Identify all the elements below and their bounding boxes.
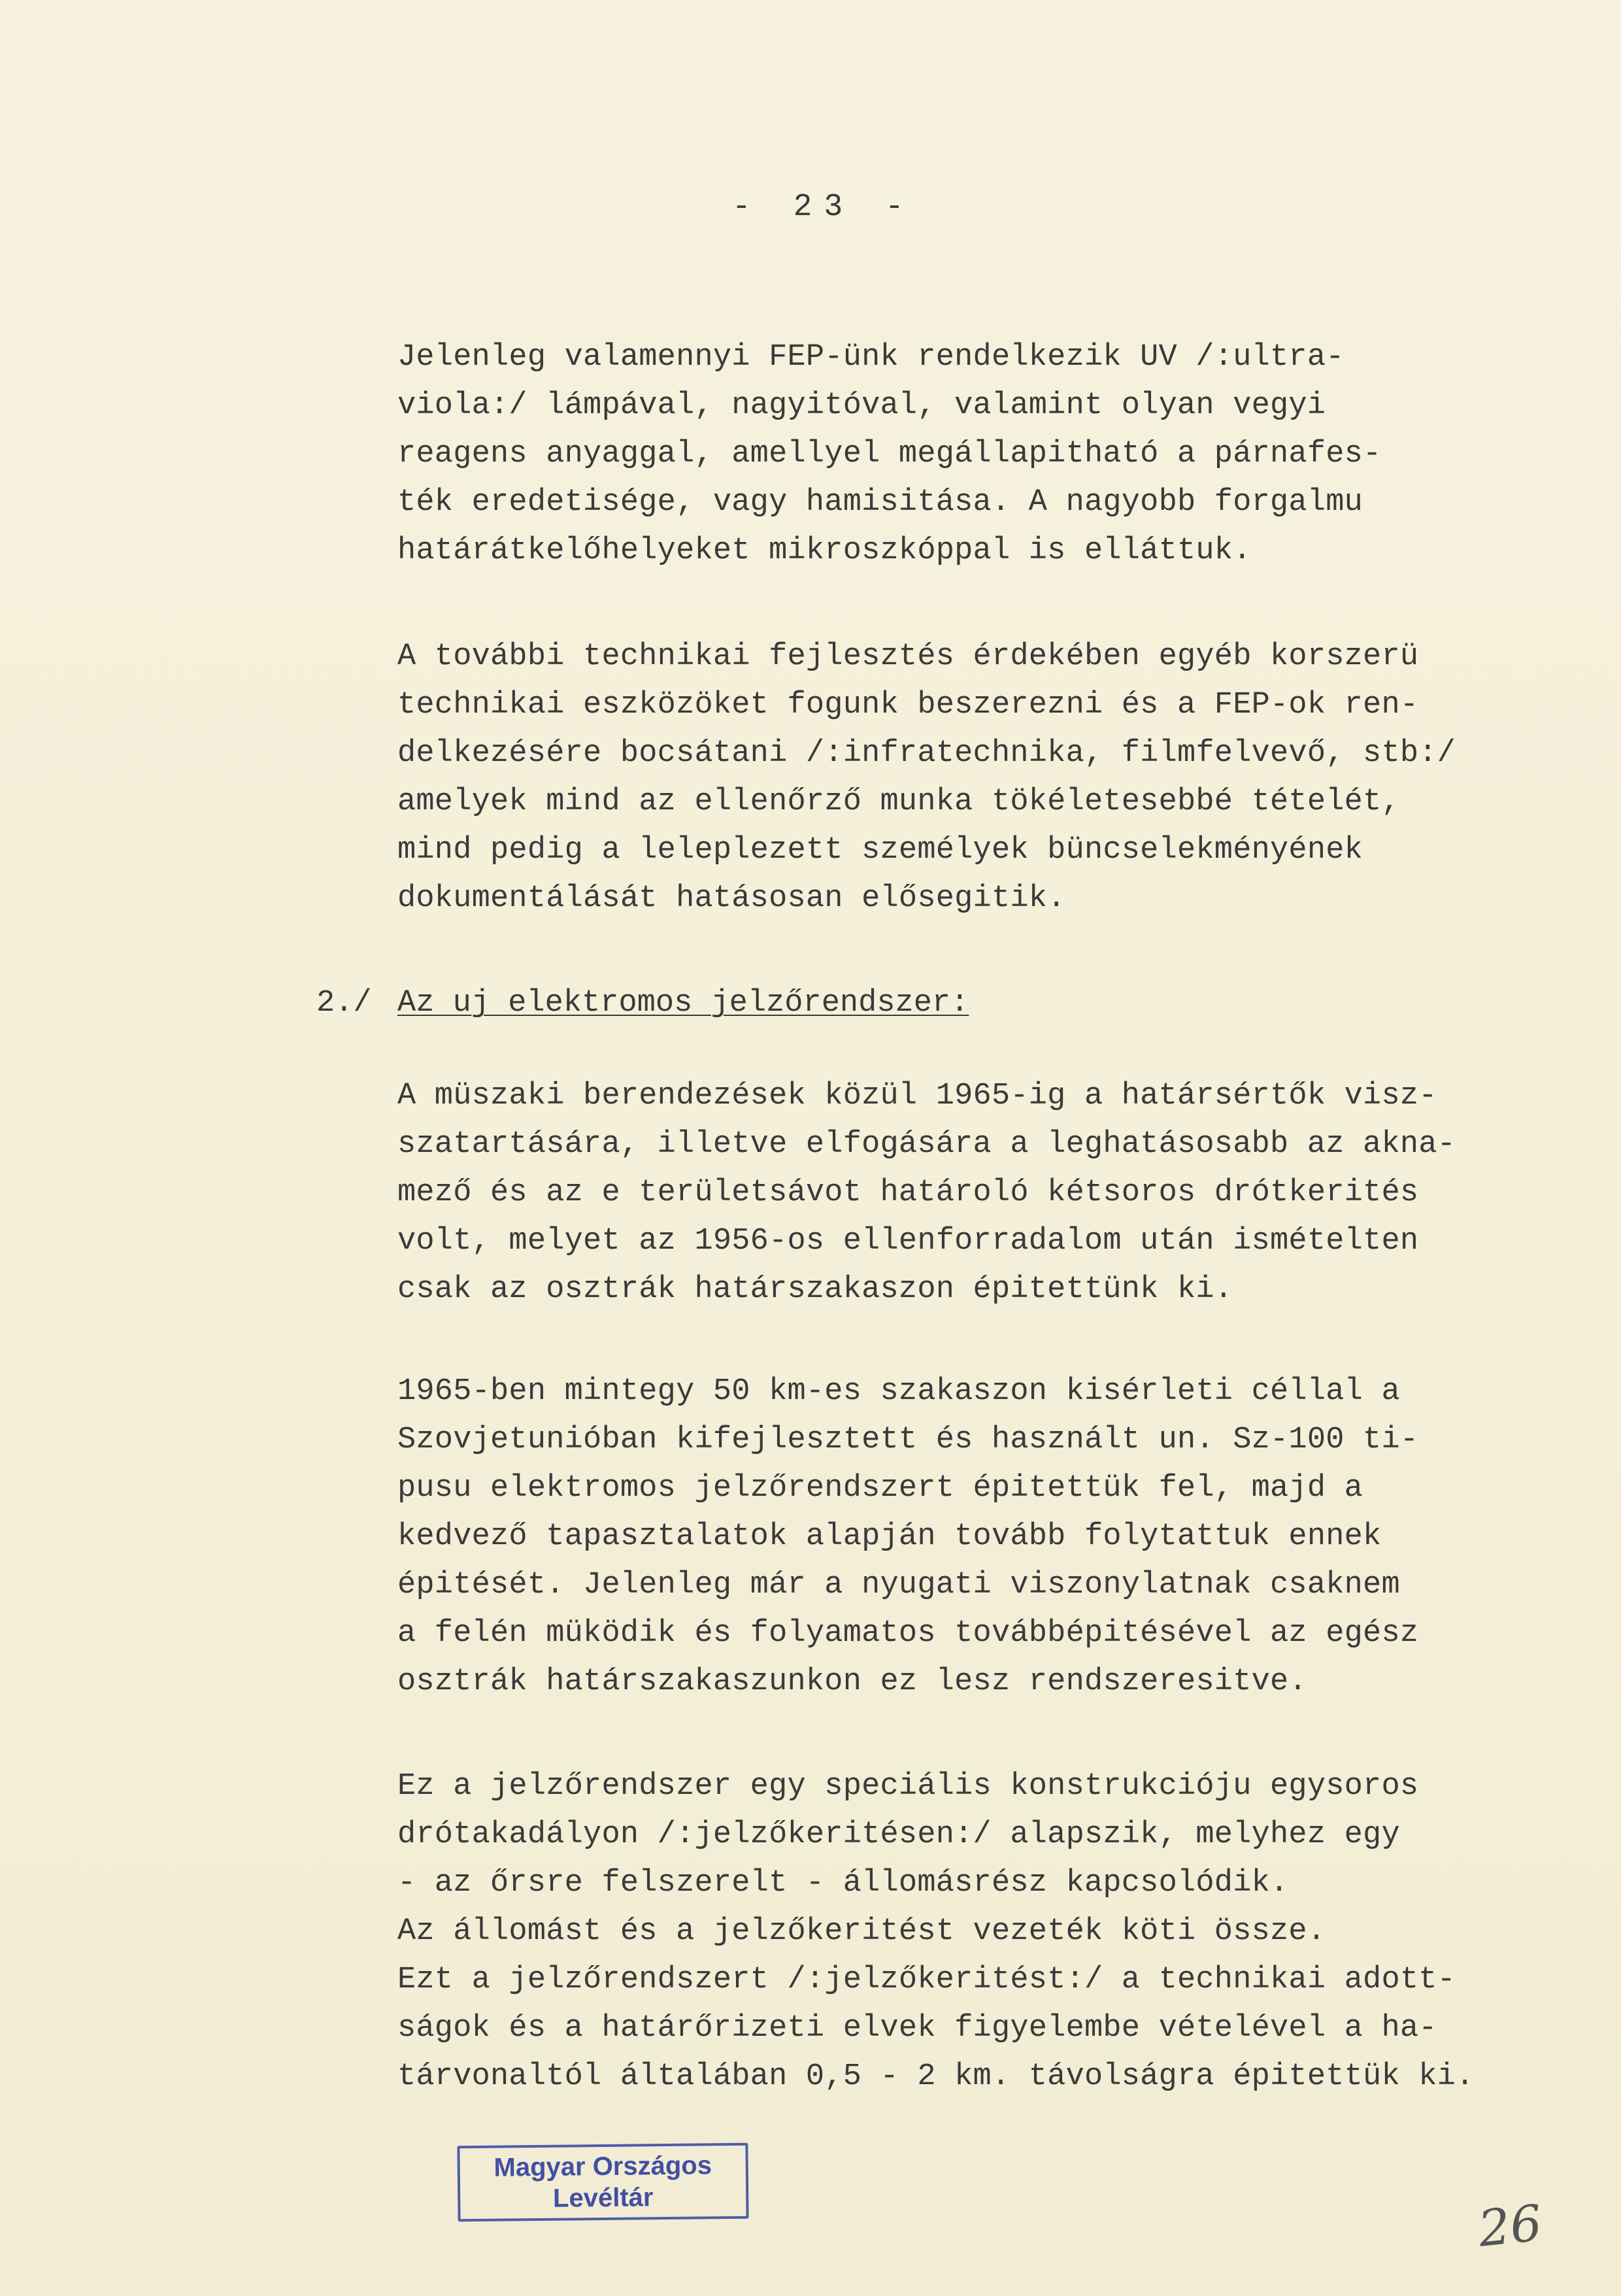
paragraph-2-line-2: technikai eszközöket fogunk beszerezni és a FEP-ok ren- <box>397 688 1419 722</box>
paragraph-2-line-6: dokumentálását hatásosan elősegitik. <box>397 881 1066 916</box>
paragraph-2-line-5: mind pedig a leleplezett személyek büncselekményének <box>397 833 1363 868</box>
paragraph-2-line-1: A további technikai fejlesztés érdekében egyéb korszerü <box>397 639 1419 674</box>
paragraph-5-line-4: Az állomást és a jelzőkeritést vezeték köti össze. <box>397 1914 1326 1949</box>
paragraph-1-line-5: határátkelőhelyeket mikroszkóppal is elláttuk. <box>397 533 1252 568</box>
paragraph-3-line-5: csak az osztrák határszakaszon épitettünk ki. <box>397 1272 1233 1307</box>
paragraph-5-line-3: - az őrsre felszerelt - állomásrész kapcsolódik. <box>397 1866 1289 1900</box>
stamp-line-1: Magyar Országos <box>493 2151 712 2182</box>
paragraph-4-line-6: a felén müködik és folyamatos továbbépitésével az egész <box>397 1616 1419 1651</box>
stamp-line-2: Levéltár <box>552 2183 654 2213</box>
paragraph-1-line-2: viola:/ lámpával, nagyitóval, valamint olyan vegyi <box>397 388 1326 423</box>
paragraph-5-line-1: Ez a jelzőrendszer egy speciális konstrukcióju egysoros <box>397 1769 1419 1804</box>
paragraph-5-line-2: drótakadályon /:jelzőkeritésen:/ alapszik, melyhez egy <box>397 1817 1400 1852</box>
paragraph-3-line-3: mező és az e területsávot határoló kétsoros drótkerités <box>397 1175 1419 1210</box>
paragraph-2-line-3: delkezésére bocsátani /:infratechnika, filmfelvevő, stb:/ <box>397 736 1456 771</box>
paragraph-3-line-1: A müszaki berendezések közül 1965-ig a határsértők visz- <box>397 1079 1437 1113</box>
paragraph-4-line-7: osztrák határszakaszunkon ez lesz rendszeresitve. <box>397 1664 1307 1699</box>
paragraph-2-line-4: amelyek mind az ellenőrző munka tökéletesebbé tételét, <box>397 785 1400 819</box>
paragraph-3-line-4: volt, melyet az 1956-os ellenforradalom után ismételten <box>397 1224 1419 1258</box>
paragraph-4-line-1: 1965-ben mintegy 50 km-es szakaszon kisérleti céllal a <box>397 1374 1400 1409</box>
paragraph-1-line-4: ték eredetisége, vagy hamisitása. A nagyobb forgalmu <box>397 485 1363 520</box>
paragraph-5-line-7: tárvonaltól általában 0,5 - 2 km. távolságra épitettük ki. <box>397 2059 1475 2094</box>
paragraph-1-line-3: reagens anyaggal, amellyel megállapitható a párnafes- <box>397 437 1382 471</box>
paragraph-5-line-5: Ezt a jelzőrendszert /:jelzőkeritést:/ a technikai adott- <box>397 1963 1456 1997</box>
section-heading: Az uj elektromos jelzőrendszer: <box>397 986 969 1021</box>
archive-stamp <box>457 2143 748 2222</box>
paragraph-4-line-3: pusu elektromos jelzőrendszert épitettük fel, majd a <box>397 1471 1363 1506</box>
page-number: - 23 - <box>732 190 916 225</box>
paragraph-1-line-1: Jelenleg valamennyi FEP-ünk rendelkezik UV /:ultra- <box>397 340 1345 375</box>
paragraph-3-line-2: szatartására, illetve elfogására a leghatásosabb az akna- <box>397 1127 1456 1162</box>
paragraph-5-line-6: ságok és a határőrizeti elvek figyelembe vételével a ha- <box>397 2011 1437 2046</box>
paragraph-4-line-5: épitését. Jelenleg már a nyugati viszonylatnak csaknem <box>397 1568 1400 1602</box>
paragraph-4-line-4: kedvező tapasztalatok alapján tovább folytattuk ennek <box>397 1519 1382 1554</box>
handwritten-folio-number: 26 <box>1475 2193 1545 2258</box>
section-number: 2./ <box>316 986 372 1021</box>
paragraph-4-line-2: Szovjetunióban kifejlesztett és használt un. Sz-100 ti- <box>397 1423 1419 1457</box>
